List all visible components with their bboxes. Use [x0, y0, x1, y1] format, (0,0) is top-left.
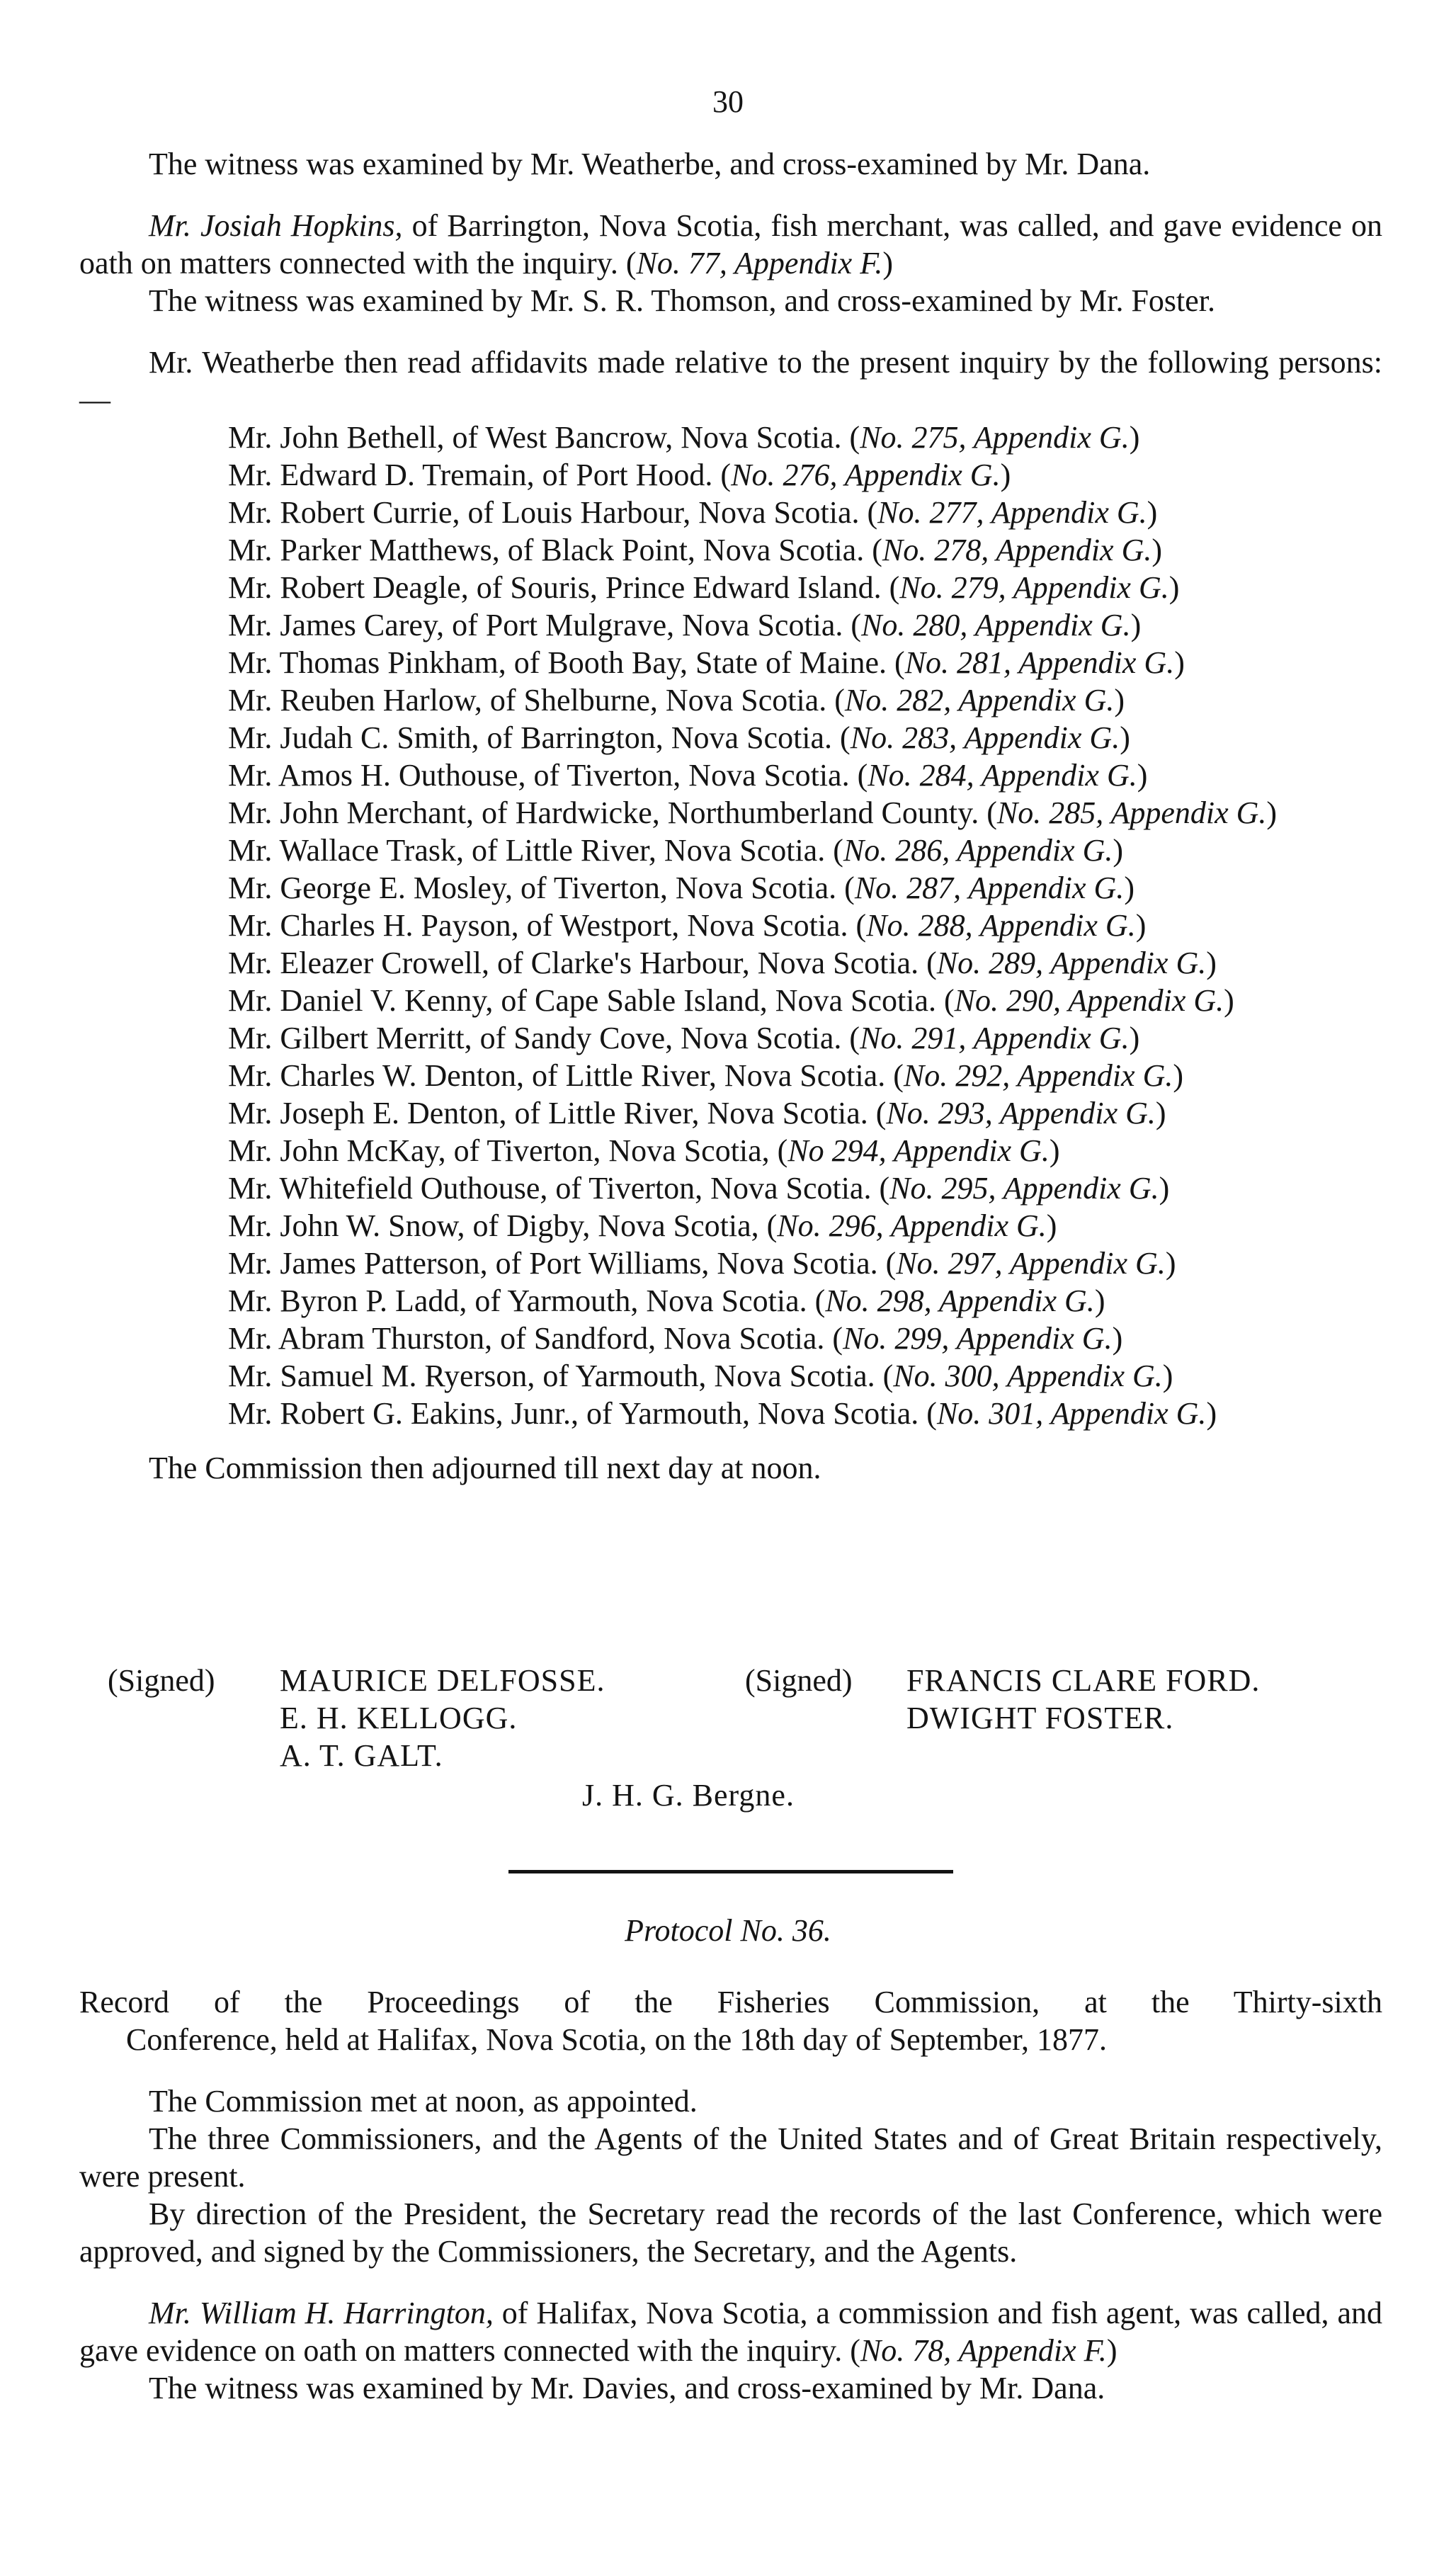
affidavit-item: [79, 1207, 1382, 1245]
appendix-reference: No. 289, Appendix G.: [936, 946, 1207, 980]
appendix-reference: No. 291, Appendix G.: [860, 1021, 1130, 1055]
paragraph-present: The three Commissioners, and the Agents of the United States and of Great Britain respectively, were present.: [79, 2121, 1382, 2194]
appendix-reference: No. 285, Appendix G.: [996, 795, 1267, 830]
paren-close: ): [1049, 1133, 1060, 1168]
paren-close: ): [1155, 1096, 1166, 1130]
affidavit-item: [79, 569, 1382, 606]
affidavit-text: Mr. Charles W. Denton, of Little River, Nova Scotia. (: [228, 1058, 904, 1093]
affidavit-text: Mr. John Merchant, of Hardwicke, Northumberland County. (: [228, 795, 997, 830]
paren-close: ): [1168, 570, 1180, 605]
affidavit-item: [79, 1169, 1382, 1207]
affidavit-text: Mr. Judah C. Smith, of Barrington, Nova Scotia. (: [228, 720, 851, 755]
affidavit-text: Mr. Wallace Trask, of Little River, Nova Scotia. (: [228, 833, 843, 868]
paren-close: ): [1224, 983, 1234, 1018]
paragraph-commission-met: The Commission met at noon, as appointed.: [149, 2084, 698, 2119]
paren-close: ): [1129, 420, 1140, 455]
paragraph-hopkins-evidence: [79, 207, 1382, 282]
paren-close: ): [1112, 1321, 1123, 1356]
paren-close: ): [1114, 683, 1125, 718]
affidavit-text: Mr. John McKay, of Tiverton, Nova Scotia, (: [228, 1133, 788, 1168]
appendix-reference: No. 292, Appendix G.: [903, 1058, 1173, 1093]
appendix-reference: No. 77, Appendix F.: [636, 246, 883, 280]
affidavit-item: [79, 944, 1382, 982]
signature-name: A. T. GALT.: [280, 1738, 443, 1773]
appendix-reference: No. 301, Appendix G.: [936, 1396, 1207, 1431]
paragraph-witness-examined-davies: The witness was examined by Mr. Davies, and cross-examined by Mr. Dana.: [149, 2371, 1105, 2405]
affidavit-item: [79, 1245, 1382, 1282]
affidavit-item: [79, 606, 1382, 644]
affidavit-text: Mr. George E. Mosley, of Tiverton, Nova Scotia. (: [228, 871, 855, 905]
appendix-reference: No. 283, Appendix G.: [850, 720, 1120, 755]
affidavit-text: Mr. Robert G. Eakins, Junr., of Yarmouth, Nova Scotia. (: [228, 1396, 937, 1431]
affidavit-text: Mr. Whitefield Outhouse, of Tiverton, Nova Scotia. (: [228, 1171, 890, 1206]
paren-close: ): [1151, 533, 1163, 567]
paragraph-text: of Barrington, Nova Scotia, fish merchant, was called, and gave evidence on oath on matters connected with the inquiry. (: [79, 208, 1382, 280]
appendix-reference: No. 275, Appendix G.: [860, 420, 1130, 455]
appendix-reference: No. 282, Appendix G.: [844, 683, 1115, 718]
affidavit-item: [79, 1320, 1382, 1357]
appendix-reference: No. 277, Appendix G.: [877, 495, 1147, 530]
paren-close: ): [1113, 833, 1124, 868]
affidavit-item: [79, 456, 1382, 494]
paragraph-harrington-evidence: [79, 2294, 1382, 2369]
paren-close: ): [1206, 946, 1217, 980]
conference-text-block: [79, 2082, 1382, 2407]
paren-close: ): [1120, 720, 1130, 755]
affidavit-text: Mr. Byron P. Ladd, of Yarmouth, Nova Scotia. (: [228, 1283, 826, 1318]
affidavit-item: [79, 832, 1382, 869]
appendix-reference: No. 278, Appendix G.: [882, 533, 1152, 567]
paragraph-records-read: By direction of the President, the Secretary read the records of the last Conference, which were approved, and signed by the Commissioners, the Secretary, and the Agents.: [79, 2196, 1382, 2269]
appendix-reference: No. 284, Appendix G.: [868, 758, 1137, 793]
affidavit-text: Mr. James Carey, of Port Mulgrave, Nova Scotia. (: [228, 608, 862, 642]
affidavit-item: [79, 794, 1382, 832]
affidavit-list: [79, 419, 1382, 1432]
appendix-reference: No. 276, Appendix G.: [731, 458, 1001, 492]
appendix-reference: No. 295, Appendix G.: [889, 1171, 1159, 1206]
paragraph-cross-examined: The witness was examined by Mr. S. R. Thomson, and cross-examined by Mr. Foster.: [149, 283, 1216, 318]
appendix-reference: No. 281, Appendix G.: [904, 645, 1175, 680]
witness-name: Mr. Josiah Hopkins,: [149, 208, 403, 243]
paren-close: ): [1174, 645, 1185, 680]
affidavit-item: [79, 1132, 1382, 1169]
record-heading: [79, 1983, 1382, 2058]
affidavit-text: Mr. Amos H. Outhouse, of Tiverton, Nova Scotia. (: [228, 758, 868, 793]
affidavit-text: Mr. Joseph E. Denton, of Little River, Nova Scotia. (: [228, 1096, 887, 1130]
secretary-signature: J. H. G. Bergne.: [582, 1778, 795, 1813]
appendix-reference: No. 286, Appendix G.: [843, 833, 1113, 868]
affidavit-text: Mr. Daniel V. Kenny, of Cape Sable Island, Nova Scotia. (: [228, 983, 955, 1018]
affidavit-item: [79, 1357, 1382, 1395]
affidavit-item: [79, 756, 1382, 794]
appendix-reference: No. 293, Appendix G.: [886, 1096, 1156, 1130]
affidavit-item: [79, 1282, 1382, 1320]
appendix-reference: No. 280, Appendix G.: [861, 608, 1131, 642]
paren-close: ): [1162, 1359, 1173, 1393]
appendix-reference: No. 299, Appendix G.: [843, 1321, 1113, 1356]
signature-name: FRANCIS CLARE FORD.: [906, 1663, 1261, 1698]
affidavit-text: Mr. Charles H. Payson, of Westport, Nova Scotia. (: [228, 908, 867, 943]
adjourn-statement: The Commission then adjourned till next day at noon.: [149, 1451, 821, 1485]
affidavit-item: [79, 494, 1382, 531]
paren-close: ): [1130, 608, 1142, 642]
affidavit-text: Mr. James Patterson, of Port Williams, Nova Scotia. (: [228, 1246, 897, 1281]
appendix-reference: No. 300, Appendix G.: [893, 1359, 1163, 1393]
paren-close: ): [1266, 795, 1278, 830]
signed-label-left: (Signed): [108, 1663, 215, 1698]
affidavit-item: [79, 1094, 1382, 1132]
appendix-reference: No. 298, Appendix G.: [825, 1283, 1095, 1318]
appendix-reference: No 294, Appendix G.: [787, 1133, 1050, 1168]
paren-close: ): [1206, 1396, 1217, 1431]
paren-close: ): [1046, 1208, 1057, 1243]
section-divider: [508, 1870, 953, 1873]
paren-close: ): [1000, 458, 1011, 492]
page-number: 30: [712, 84, 744, 119]
paren-close: ): [1094, 1283, 1105, 1318]
appendix-reference: No. 279, Appendix G.: [899, 570, 1169, 605]
paragraph-text: of Halifax, Nova Scotia, a commission and fish agent, was called, and gave evidence on oath on matters connected with the inquiry. (: [79, 2296, 1382, 2368]
affidavit-text: Mr. Thomas Pinkham, of Booth Bay, State of Maine. (: [228, 645, 905, 680]
affidavit-item: [79, 1019, 1382, 1057]
record-heading-line: Conference, held at Halifax, Nova Scotia, on the 18th day of September, 1877.: [126, 2022, 1108, 2057]
appendix-reference: No. 287, Appendix G.: [854, 871, 1125, 905]
paren-close: ): [1173, 1058, 1184, 1093]
protocol-title: Protocol No. 36.: [625, 1913, 831, 1948]
affidavit-text: Mr. John Bethell, of West Bancrow, Nova Scotia. (: [228, 420, 860, 455]
affidavit-item: [79, 531, 1382, 569]
affidavit-item: [79, 869, 1382, 907]
paren-close: ): [1159, 1171, 1170, 1206]
paren-close: ): [1147, 495, 1158, 530]
signed-label-right: (Signed): [745, 1663, 853, 1698]
witness-name: Mr. William H. Harrington,: [149, 2296, 494, 2330]
affidavit-item: [79, 1057, 1382, 1094]
signature-name: E. H. KELLOGG.: [280, 1701, 518, 1735]
paren-close: ): [1106, 2333, 1117, 2368]
affidavit-text: Mr. Edward D. Tremain, of Port Hood. (: [228, 458, 732, 492]
paren-close: ): [1135, 908, 1147, 943]
paragraph-witness-examined: The witness was examined by Mr. Weatherbe, and cross-examined by Mr. Dana.: [149, 147, 1151, 181]
affidavit-item: [79, 644, 1382, 681]
affidavit-text: Mr. Reuben Harlow, of Shelburne, Nova Scotia. (: [228, 683, 845, 718]
affidavit-text: Mr. Eleazer Crowell, of Clarke's Harbour, Nova Scotia. (: [228, 946, 937, 980]
affidavit-item: [79, 907, 1382, 944]
affidavit-item: [79, 1395, 1382, 1432]
affidavit-text: Mr. Robert Deagle, of Souris, Prince Edward Island. (: [228, 570, 900, 605]
affidavit-item: [79, 681, 1382, 719]
affidavit-text: Mr. Parker Matthews, of Black Point, Nova Scotia. (: [228, 533, 882, 567]
paragraph-affidavits-intro: Mr. Weatherbe then read affidavits made relative to the present inquiry by the following persons:—: [79, 345, 1382, 417]
signature-name: DWIGHT FOSTER.: [906, 1701, 1174, 1735]
affidavit-item: [79, 982, 1382, 1019]
affidavit-item: [79, 419, 1382, 456]
affidavit-text: Mr. Abram Thurston, of Sandford, Nova Scotia. (: [228, 1321, 843, 1356]
appendix-reference: No. 290, Appendix G.: [954, 983, 1224, 1018]
signature-name: MAURICE DELFOSSE.: [280, 1663, 605, 1698]
paren-close: ): [882, 246, 894, 280]
affidavit-item: [79, 719, 1382, 756]
paren-close: ): [1129, 1021, 1140, 1055]
affidavit-text: Mr. Robert Currie, of Louis Harbour, Nova Scotia. (: [228, 495, 878, 530]
session-text-block: [79, 145, 1382, 1487]
appendix-reference: No. 78, Appendix F.: [860, 2333, 1107, 2368]
appendix-reference: No. 288, Appendix G.: [866, 908, 1136, 943]
affidavit-text: Mr. John W. Snow, of Digby, Nova Scotia, (: [228, 1208, 778, 1243]
paren-close: ): [1137, 758, 1148, 793]
affidavit-text: Mr. Samuel M. Ryerson, of Yarmouth, Nova Scotia. (: [228, 1359, 894, 1393]
record-heading-line: Record of the Proceedings of the Fisheries Commission, at the Thirty-sixth: [79, 1985, 1382, 2019]
affidavit-text: Mr. Gilbert Merritt, of Sandy Cove, Nova Scotia. (: [228, 1021, 860, 1055]
paren-close: ): [1124, 871, 1134, 905]
appendix-reference: No. 297, Appendix G.: [896, 1246, 1166, 1281]
paren-close: ): [1165, 1246, 1176, 1281]
appendix-reference: No. 296, Appendix G.: [777, 1208, 1047, 1243]
